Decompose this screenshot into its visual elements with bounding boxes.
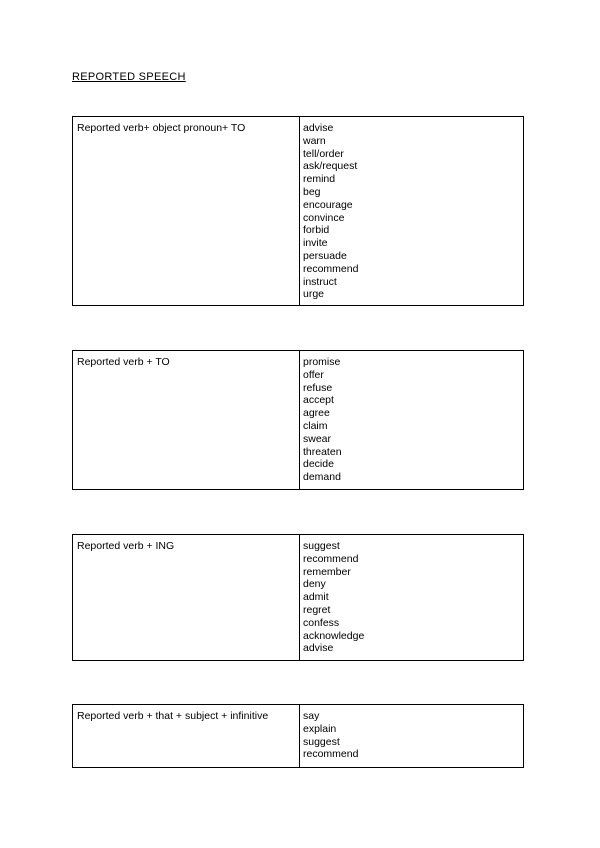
verb-item: beg (303, 185, 321, 198)
verb-item: tell/order (303, 147, 344, 160)
pattern-cell: Reported verb+ object pronoun+ TO (73, 117, 300, 305)
verb-item: agree (303, 407, 330, 420)
verb-item: remember (303, 565, 351, 578)
verb-item: instruct (303, 275, 337, 288)
verb-list (300, 705, 523, 767)
verb-item: claim (303, 419, 328, 432)
verb-item: swear (303, 432, 332, 445)
verb-item: demand (303, 471, 341, 484)
verb-item: suggest (303, 735, 340, 748)
verb-item: encourage (303, 198, 353, 211)
verb-item: recommend (303, 748, 359, 761)
verb-item: acknowledge (303, 629, 365, 642)
verb-item: invite (303, 237, 328, 250)
pattern-cell: Reported verb + TO (73, 351, 300, 489)
verb-item: remind (303, 173, 336, 186)
verb-table-to (72, 350, 524, 490)
verb-item: admit (303, 591, 329, 604)
verb-list (300, 535, 523, 660)
verb-table-that-subject-infinitive (72, 704, 524, 768)
verb-list (300, 351, 523, 489)
verb-item: promise (303, 356, 341, 368)
verb-list (300, 117, 523, 305)
verb-item: recommend (303, 552, 359, 565)
verb-item: advise (303, 122, 334, 134)
verb-item: decide (303, 458, 334, 471)
verb-item: accept (303, 394, 334, 407)
verb-item: urge (303, 288, 325, 301)
verb-item: ask/request (303, 160, 358, 173)
verb-item: regret (303, 603, 331, 616)
verb-item: confess (303, 616, 340, 629)
verb-item: offer (303, 368, 324, 381)
verb-table-object-pronoun-to (72, 116, 524, 306)
verb-item: say (303, 710, 320, 722)
verb-item: advise (303, 642, 334, 655)
pattern-cell: Reported verb + that + subject + infinitive (73, 705, 300, 767)
verb-item: suggest (303, 540, 340, 552)
verb-item: recommend (303, 262, 359, 275)
verb-table-ing (72, 534, 524, 661)
verb-item: threaten (303, 445, 342, 458)
verb-item: warn (303, 134, 326, 147)
verb-item: persuade (303, 249, 347, 262)
verb-item: convince (303, 211, 345, 224)
pattern-cell: Reported verb + ING (73, 535, 300, 660)
verb-item: forbid (303, 224, 330, 237)
verb-item: deny (303, 578, 326, 591)
page-title: REPORTED SPEECH (72, 71, 186, 83)
verb-item: explain (303, 722, 337, 735)
verb-item: refuse (303, 381, 333, 394)
